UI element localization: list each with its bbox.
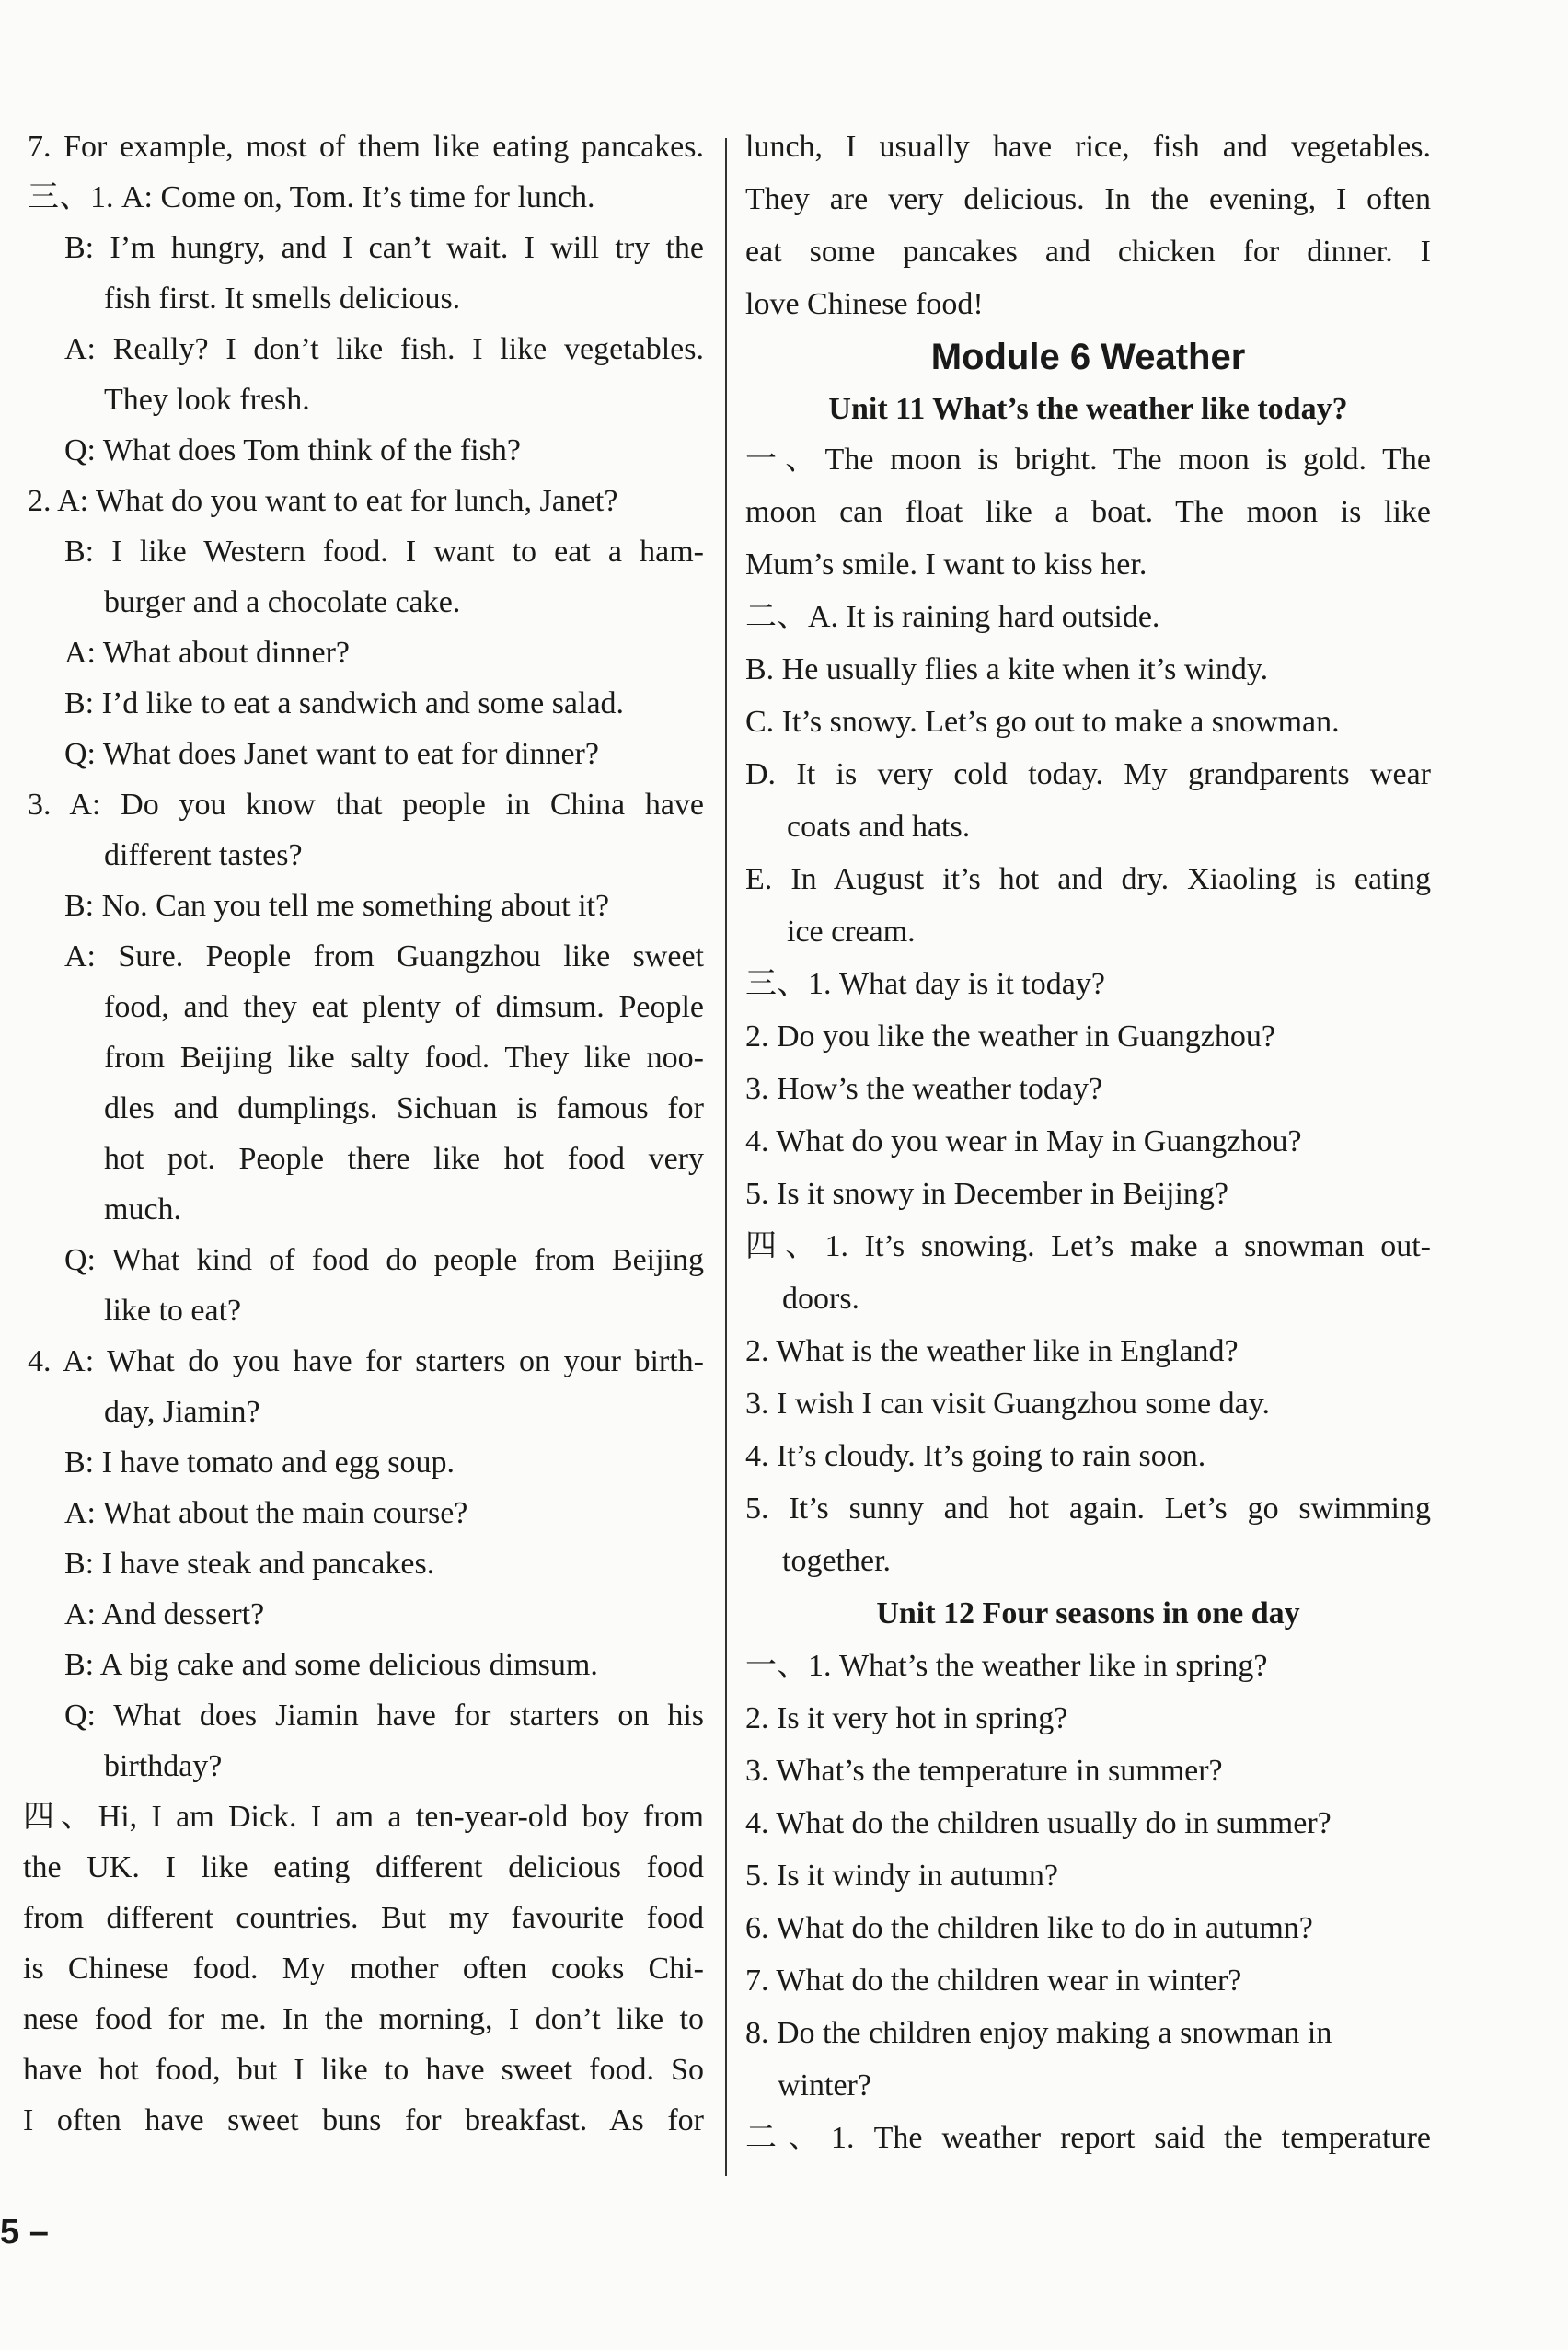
- text-line: 2. Is it very hot in spring?: [745, 1701, 1068, 1735]
- text-line: 2. What is the weather like in England?: [745, 1334, 1239, 1368]
- page-number: 5 –: [0, 2213, 49, 2252]
- text-line: A: What about dinner?: [64, 636, 351, 670]
- text-line: C. It’s snowy. Let’s go out to make a snowman.: [745, 705, 1340, 739]
- text-line: 8. Do the children enjoy making a snowman in: [745, 2016, 1332, 2050]
- text-line: hot pot. People there like hot food very: [104, 1142, 704, 1176]
- text-line: food, and they eat plenty of dimsum. People: [104, 990, 704, 1024]
- text-line: E. In August it’s hot and dry. Xiaoling is eating: [745, 862, 1431, 896]
- text-line: much.: [104, 1192, 182, 1227]
- text-line: 4. A: What do you have for starters on your birth-: [28, 1344, 704, 1378]
- text-line: 一、The moon is bright. The moon is gold. The: [745, 443, 1431, 477]
- text-line: nese food for me. In the morning, I don’t like to: [23, 2002, 704, 2036]
- text-line: have hot food, but I like to have sweet food. So: [23, 2053, 704, 2087]
- text-line: burger and a chocolate cake.: [104, 585, 461, 619]
- text-line: fish first. It smells delicious.: [104, 282, 461, 316]
- text-line: B: A big cake and some delicious dimsum.: [64, 1648, 598, 1682]
- text-line: 二、A. It is raining hard outside.: [745, 600, 1160, 634]
- text-line: 3. What’s the temperature in summer?: [745, 1754, 1223, 1788]
- text-line: lunch, I usually have rice, fish and vegetables.: [745, 130, 1431, 164]
- text-line: B: I have tomato and egg soup.: [64, 1446, 455, 1480]
- text-line: from different countries. But my favourite food: [23, 1901, 704, 1935]
- text-line: 7. What do the children wear in winter?: [745, 1964, 1242, 1998]
- text-line: moon can float like a boat. The moon is like: [745, 495, 1431, 529]
- column-divider: [725, 138, 727, 2176]
- text-line: B. He usually flies a kite when it’s windy.: [745, 652, 1269, 686]
- text-line: A: Really? I don’t like fish. I like vegetables.: [64, 332, 704, 366]
- text-line: the UK. I like eating different delicious food: [23, 1850, 704, 1884]
- text-line: love Chinese food!: [745, 287, 984, 321]
- text-line: dles and dumplings. Sichuan is famous for: [104, 1091, 704, 1125]
- text-line: ice cream.: [787, 915, 916, 949]
- text-line: 三、1. What day is it today?: [745, 967, 1105, 1001]
- text-line: birthday?: [104, 1749, 223, 1783]
- text-line: 2. Do you like the weather in Guangzhou?: [745, 1019, 1275, 1054]
- text-line: B: I’d like to eat a sandwich and some salad.: [64, 686, 625, 720]
- text-line: 一、1. What’s the weather like in spring?: [745, 1649, 1268, 1683]
- text-line: 四、1. It’s snowing. Let’s make a snowman out-: [745, 1229, 1431, 1263]
- text-line: B: I’m hungry, and I can’t wait. I will try the: [64, 231, 704, 265]
- unit-11-title: Unit 11 What’s the weather like today?: [828, 392, 1348, 426]
- text-line: 6. What do the children like to do in autumn?: [745, 1911, 1313, 1945]
- text-line: 5. Is it snowy in December in Beijing?: [745, 1177, 1229, 1211]
- text-line: 4. It’s cloudy. It’s going to rain soon.: [745, 1439, 1206, 1473]
- text-line: 7. For example, most of them like eating pancakes.: [28, 130, 704, 164]
- text-line: winter?: [778, 2068, 871, 2102]
- text-line: 3. How’s the weather today?: [745, 1072, 1103, 1106]
- text-line: eat some pancakes and chicken for dinner. I: [745, 235, 1431, 269]
- text-line: 二、1. The weather report said the temperature: [745, 2121, 1431, 2155]
- text-line: A: And dessert?: [64, 1597, 265, 1631]
- text-line: together.: [782, 1544, 892, 1578]
- text-line: 4. What do the children usually do in summer?: [745, 1806, 1332, 1840]
- text-line: 3. I wish I can visit Guangzhou some day.: [745, 1387, 1271, 1421]
- text-line: Q: What kind of food do people from Beijing: [64, 1243, 704, 1277]
- text-line: doors.: [782, 1282, 860, 1316]
- text-line: Q: What does Janet want to eat for dinner?: [64, 737, 599, 771]
- text-line: Q: What does Jiamin have for starters on his: [64, 1699, 704, 1733]
- text-line: 四、Hi, I am Dick. I am a ten-year-old boy from: [23, 1800, 704, 1834]
- text-line: B: I have steak and pancakes.: [64, 1547, 435, 1581]
- module-title: Module 6 Weather: [930, 337, 1246, 377]
- text-line: from Beijing like salty food. They like noo-: [104, 1041, 704, 1075]
- text-line: 5. Is it windy in autumn?: [745, 1859, 1058, 1893]
- unit-12-title: Unit 12 Four seasons in one day: [876, 1596, 1300, 1630]
- text-line: They look fresh.: [104, 383, 310, 417]
- text-line: Q: What does Tom think of the fish?: [64, 433, 521, 467]
- text-line: Mum’s smile. I want to kiss her.: [745, 547, 1147, 582]
- text-line: B: No. Can you tell me something about it?: [64, 889, 610, 923]
- text-line: 5. It’s sunny and hot again. Let’s go swimming: [745, 1492, 1431, 1526]
- text-line: different tastes?: [104, 838, 303, 872]
- text-line: 3. A: Do you know that people in China have: [28, 788, 704, 822]
- text-line: day, Jiamin?: [104, 1395, 260, 1429]
- text-line: is Chinese food. My mother often cooks Chi-: [23, 1952, 704, 1986]
- text-line: 4. What do you wear in May in Guangzhou?: [745, 1124, 1302, 1158]
- text-line: A: What about the main course?: [64, 1496, 468, 1530]
- text-line: They are very delicious. In the evening, I often: [745, 182, 1431, 216]
- text-line: D. It is very cold today. My grandparents wear: [745, 757, 1431, 791]
- text-line: B: I like Western food. I want to eat a ham-: [64, 535, 704, 569]
- text-line: A: Sure. People from Guangzhou like sweet: [64, 939, 704, 973]
- text-line: 三、1. A: Come on, Tom. It’s time for lunch.: [28, 180, 595, 214]
- text-line: 2. A: What do you want to eat for lunch, Janet?: [28, 484, 618, 518]
- text-line: I often have sweet buns for breakfast. As for: [23, 2103, 704, 2137]
- text-line: coats and hats.: [787, 810, 971, 844]
- text-line: like to eat?: [104, 1294, 242, 1328]
